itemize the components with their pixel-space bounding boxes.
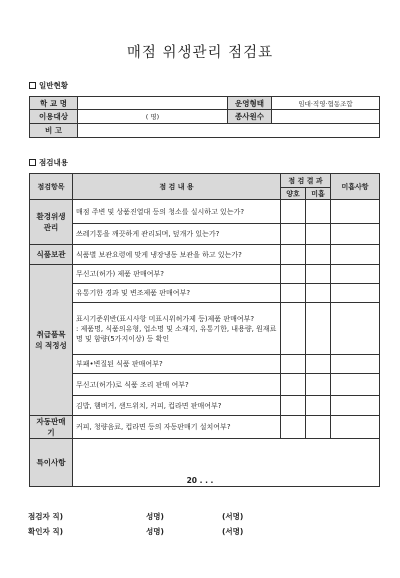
- bad-cell[interactable]: [306, 265, 331, 284]
- category-vending: 자동판매기: [30, 416, 73, 439]
- remarks-field[interactable]: [78, 124, 380, 138]
- operation-type-label: 운영형태: [228, 97, 272, 110]
- header-category: 점검항목: [30, 174, 73, 200]
- inspector-name-label[interactable]: 성명): [146, 512, 164, 521]
- action-cell[interactable]: [331, 245, 380, 265]
- school-name-label: 학 교 명: [30, 97, 78, 110]
- item-text: 무신고(허가)로 식품 조리 판매 여부?: [73, 374, 281, 396]
- bad-cell[interactable]: [306, 396, 331, 416]
- header-action: 미흡사항: [331, 174, 380, 200]
- checkbox-square-icon: [29, 82, 36, 89]
- header-bad: 미흡: [306, 188, 331, 200]
- good-cell[interactable]: [281, 303, 306, 355]
- operation-type-field[interactable]: 임대·직영·협동조합: [272, 97, 380, 110]
- item-text: 무신고(허가) 제품 판매여부?: [73, 265, 281, 284]
- good-cell[interactable]: [281, 265, 306, 284]
- item-text-line: : 제품명, 식품의유형, 업소명 및 소재지, 유통기한, 내용량, 원재료명 및 함량(5가지이상) 등 확인: [76, 324, 277, 343]
- staff-count-label: 종사원수: [228, 110, 272, 124]
- inspection-date: 20 . . .: [186, 476, 214, 485]
- bad-cell[interactable]: [306, 355, 331, 374]
- action-cell[interactable]: [331, 265, 380, 284]
- item-text: [73, 303, 281, 355]
- users-field[interactable]: ( 명): [78, 110, 228, 124]
- section-general-heading: [29, 80, 68, 91]
- bad-cell[interactable]: [306, 224, 331, 245]
- action-cell[interactable]: [331, 374, 380, 396]
- item-text: 쓰레기통을 깨끗하게 관리되며, 덮개가 있는가?: [73, 224, 281, 245]
- inspector-sign-label[interactable]: (서명): [222, 512, 244, 521]
- header-good: 양호: [281, 188, 306, 200]
- category-env: 환경위생 관리: [30, 200, 73, 245]
- good-cell[interactable]: [281, 416, 306, 439]
- good-cell[interactable]: [281, 396, 306, 416]
- item-text: 김밥, 햄버거, 샌드위치, 커피, 컵라면 판매여부?: [73, 396, 281, 416]
- bad-cell[interactable]: [306, 374, 331, 396]
- section-general-label: 일반현황: [39, 81, 68, 90]
- good-cell[interactable]: [281, 284, 306, 303]
- section-inspection-heading: [29, 157, 68, 168]
- confirmer-name-label[interactable]: 성명): [146, 527, 164, 536]
- action-cell[interactable]: [331, 284, 380, 303]
- action-cell[interactable]: [331, 200, 380, 224]
- category-food: 식품보관: [30, 245, 73, 265]
- inspector-label: 점검자 직): [28, 512, 64, 521]
- item-text: 매점 주변 및 상품진열대 등의 청소를 실시하고 있는가?: [73, 200, 281, 224]
- checkbox-square-icon: [29, 159, 36, 166]
- item-text: 식품별 보관요령에 맞게 냉장냉동 보관을 하고 있는가?: [73, 245, 281, 265]
- header-content: 점 검 내 용: [73, 174, 281, 200]
- header-result: 점 검 결 과: [281, 174, 331, 188]
- action-cell[interactable]: [331, 224, 380, 245]
- bad-cell[interactable]: [306, 416, 331, 439]
- inspection-table: [29, 173, 380, 487]
- action-cell[interactable]: [331, 396, 380, 416]
- bad-cell[interactable]: [306, 284, 331, 303]
- good-cell[interactable]: [281, 355, 306, 374]
- good-cell[interactable]: [281, 245, 306, 265]
- item-text: 부패•변질된 식품 판매여부?: [73, 355, 281, 374]
- action-cell[interactable]: [331, 355, 380, 374]
- item-text-line: 표시기준위반(표시사항 미표시위허가제 등)제품 판매여부?: [76, 314, 255, 323]
- bad-cell[interactable]: [306, 245, 331, 265]
- action-cell[interactable]: [331, 303, 380, 355]
- remarks-label: 비 고: [30, 124, 78, 138]
- page-title: 매점 위생관리 점검표: [126, 45, 274, 61]
- school-name-field[interactable]: [78, 97, 228, 110]
- category-handling: 취급품목의 적정성: [30, 265, 73, 416]
- confirmer-label: 확인자 직): [28, 527, 64, 536]
- category-special: 특이사항: [30, 439, 73, 487]
- good-cell[interactable]: [281, 200, 306, 224]
- good-cell[interactable]: [281, 224, 306, 245]
- bad-cell[interactable]: [306, 303, 331, 355]
- action-cell[interactable]: [331, 416, 380, 439]
- item-text: 커피, 청량음료, 컵라면 등의 자동판매기 설치여부?: [73, 416, 281, 439]
- good-cell[interactable]: [281, 374, 306, 396]
- general-info-table: [29, 96, 380, 138]
- item-text: 유통기한 경과 및 변조제품 판매여부?: [73, 284, 281, 303]
- section-inspection-label: 점검내용: [39, 158, 68, 167]
- bad-cell[interactable]: [306, 200, 331, 224]
- users-label: 이용대상: [30, 110, 78, 124]
- confirmer-sign-label[interactable]: (서명): [222, 527, 244, 536]
- staff-count-field[interactable]: [272, 110, 380, 124]
